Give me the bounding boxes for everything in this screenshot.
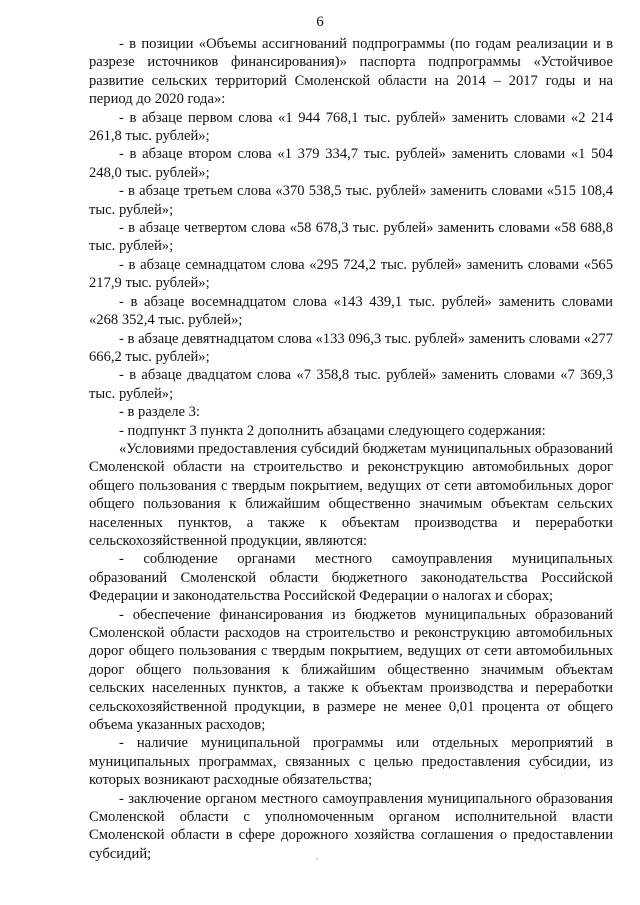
- paragraph-section-3: - в разделе 3:: [119, 404, 200, 421]
- paragraph-condition-program: - наличие муниципальной программы или отдельных мероприятий в муниципальных программах, связанных с целью предоставления субсидии, из которых возникают расходные обязательства;: [89, 735, 613, 789]
- paragraph-amendment-20: - в абзаце двадцатом слова «7 358,8 тыс. рублей» заменить словами «7 369,3 тыс. рублей»;: [89, 367, 613, 402]
- paragraph-conditions-intro: «Условиями предоставления субсидий бюджетам муниципальных образований Смоленской области на строительство и реконструкцию автомобильных дорог общего пользования с твердым покрытием, ведущих от сети автомобильных дорог общего пользования к ближайшим общественно значимым объектам сельских населенных пунктов, а также к объектам производства и переработки сельскохозяйственной продукции, являются:: [89, 440, 613, 549]
- paragraph-condition-compliance: - соблюдение органами местного самоуправления муниципальных образований Смоленской области бюджетного законодательства Российской Федерации и законодательства Российской Федерации о налогах и сборах;: [89, 551, 613, 605]
- paragraph-amendment-1: - в абзаце первом слова «1 944 768,1 тыс. рублей» заменить словами «2 214 261,8 тыс. рублей»;: [89, 109, 613, 145]
- paragraph-amendment-17: - в абзаце семнадцатом слова «295 724,2 тыс. рублей» заменить словами «565 217,9 тыс. рублей»;: [89, 256, 613, 292]
- paragraph-allocations-position: - в позиции «Объемы ассигнований подпрограммы (по годам реализации и в разрезе источников финансирования)» паспорта подпрограммы «Устойчивое развитие сельских территорий Смоленской области на 2014 – 2017 годы и на период до 2020 года»:: [89, 36, 613, 108]
- paragraph-condition-agreement: - заключение органом местного самоуправления муниципального образования Смоленской области с уполномоченным органом исполнительной власти Смоленской области в сфере дорожного хозяйства соглашения о предоставлении субсидий;: [89, 790, 613, 862]
- paragraph-condition-financing: - обеспечение финансирования из бюджетов муниципальных образований Смоленской области расходов на строительство и реконструкцию автомобильных дорог общего пользования с твердым покрытием, ведущих от сети автомобильных дорог общего пользования к ближайшим общественно значимым объектам сельских населенных пунктов, а также к объектам производства и переработки сельскохозяйственной продукции, в размере не менее 0,01 процента от общего объема указанных расходов;: [89, 606, 613, 734]
- scan-speck: [316, 858, 318, 860]
- paragraph-amendment-18: - в абзаце восемнадцатом слова «143 439,1 тыс. рублей» заменить словами «268 352,4 тыс. рублей»;: [89, 293, 613, 329]
- paragraph-amendment-3: - в абзаце третьем слова «370 538,5 тыс. рублей» заменить словами «515 108,4 тыс. рублей»;: [89, 183, 613, 218]
- paragraph-subpoint-3: - подпункт 3 пункта 2 дополнить абзацами следующего содержания:: [119, 422, 546, 439]
- paragraph-amendment-19: - в абзаце девятнадцатом слова «133 096,3 тыс. рублей» заменить словами «277 666,2 тыс. рублей»;: [89, 330, 613, 365]
- paragraph-amendment-4: - в абзаце четвертом слова «58 678,3 тыс. рублей» заменить словами «58 688,8 тыс. рублей»;: [89, 220, 613, 255]
- document-body: [89, 35, 613, 863]
- page-number: 6: [316, 14, 324, 30]
- paragraph-amendment-2: - в абзаце втором слова «1 379 334,7 тыс. рублей» заменить словами «1 504 248,0 тыс. рублей»;: [89, 146, 613, 181]
